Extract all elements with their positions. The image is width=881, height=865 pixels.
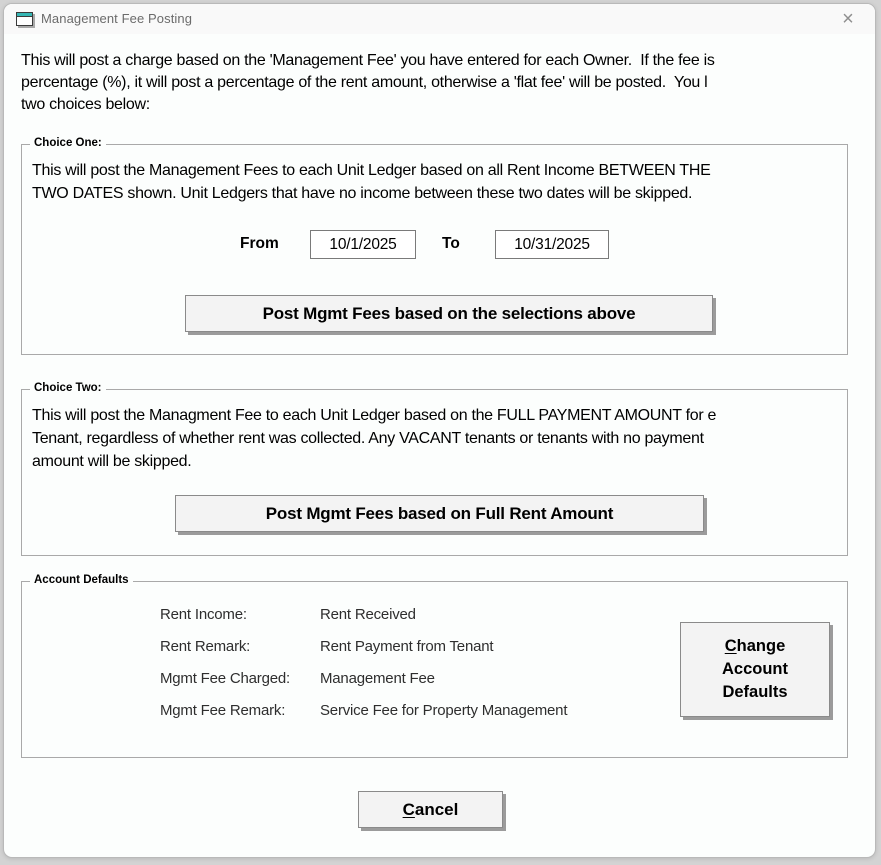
choice-one-desc-line: This will post the Management Fees to each Unit Ledger based on all Rent Income BETWEEN THE (32, 162, 711, 179)
choice-two-groupbox (21, 382, 848, 556)
choice-one-desc-line: TWO DATES shown. Unit Ledgers that have no income between these two dates will be skipped. (32, 185, 693, 202)
intro-line: percentage (%), it will post a percentage of the rent amount, otherwise a 'flat fee' will be posted. You l (21, 74, 708, 91)
management-fee-posting-dialog (3, 3, 876, 858)
intro-line: two choices below: (21, 96, 150, 113)
choice-two-desc-line: Tenant, regardless of whether rent was collected. Any VACANT tenants or tenants with no payment (32, 430, 704, 447)
from-label: From (240, 235, 279, 252)
mgmt-fee-charged-label: Mgmt Fee Charged: (160, 670, 290, 687)
account-defaults-legend: Account Defaults (30, 574, 133, 586)
from-date-field[interactable] (310, 230, 416, 259)
rent-income-value: Rent Received (320, 606, 416, 623)
choice-two-desc-line: amount will be skipped. (32, 453, 192, 470)
mgmt-fee-remark-value: Service Fee for Property Management (320, 702, 568, 719)
window-title: Management Fee Posting (41, 11, 193, 26)
rent-remark-label: Rent Remark: (160, 638, 251, 655)
choice-one-groupbox (21, 137, 848, 355)
intro-text (21, 50, 873, 116)
cancel-button[interactable] (358, 791, 503, 828)
rent-income-label: Rent Income: (160, 606, 247, 623)
choice-two-description (32, 404, 837, 473)
close-icon[interactable]: × (842, 8, 854, 30)
title-bar (4, 4, 875, 34)
change-button-line2: Account (722, 660, 788, 678)
mgmt-fee-charged-value: Management Fee (320, 670, 435, 687)
choice-one-legend: Choice One: (30, 137, 106, 149)
rent-remark-value: Rent Payment from Tenant (320, 638, 494, 655)
account-defaults-groupbox (21, 574, 848, 758)
form-window-icon (16, 12, 33, 26)
change-button-line3: Defaults (722, 683, 788, 701)
post-fees-selections-button[interactable]: Post Mgmt Fees based on the selections above (185, 295, 713, 332)
mgmt-fee-remark-label: Mgmt Fee Remark: (160, 702, 286, 719)
choice-two-desc-line: This will post the Managment Fee to each Unit Ledger based on the FULL PAYMENT AMOUNT for e (32, 407, 717, 424)
change-account-defaults-button[interactable] (680, 622, 830, 717)
choice-one-description (32, 159, 837, 205)
to-label: To (442, 235, 460, 252)
cancel-button-label: Cancel (402, 799, 459, 819)
intro-line: This will post a charge based on the 'Management Fee' you have entered for each Owner. If the fee is (21, 52, 715, 69)
choice-two-legend: Choice Two: (30, 382, 106, 394)
change-button-line1: Change (724, 637, 786, 655)
post-fees-full-rent-button[interactable]: Post Mgmt Fees based on Full Rent Amount (175, 495, 704, 532)
to-date-field[interactable] (495, 230, 609, 259)
